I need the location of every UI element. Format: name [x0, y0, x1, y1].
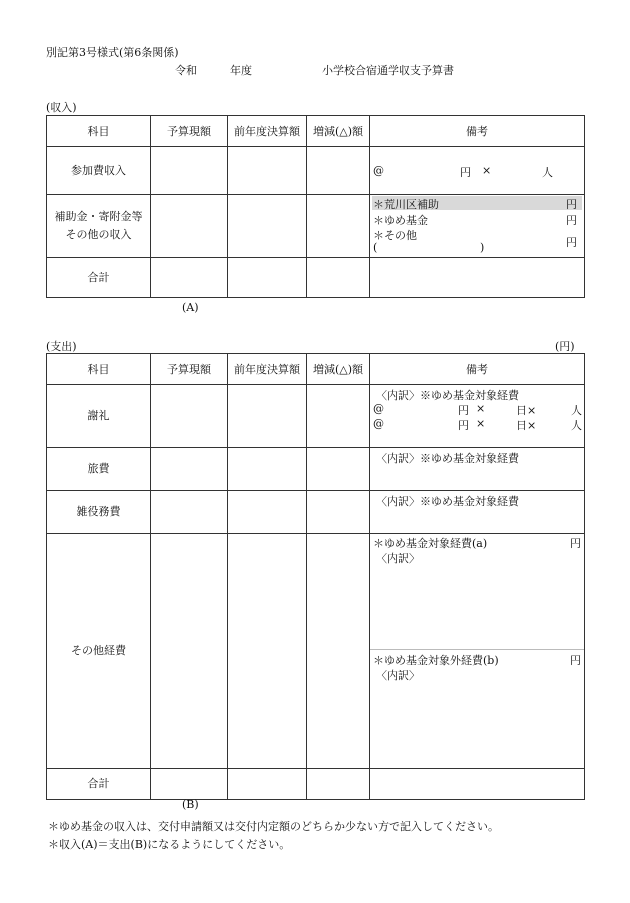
other-note-b-detail: 〈内訳〉: [376, 669, 420, 682]
expense-misc-budget-cell[interactable]: [151, 491, 228, 534]
honorarium-days-2: 日×: [516, 419, 537, 432]
expense-honorarium-budget-cell[interactable]: [151, 385, 228, 448]
note-arakawa-subsidy: ＊荒川区補助: [373, 198, 439, 211]
honorarium-times-1: ×: [476, 402, 486, 415]
expense-col-prev: 前年度決算額: [228, 354, 307, 385]
expense-misc-remarks-cell[interactable]: [370, 491, 585, 534]
expense-row-other: [47, 534, 585, 769]
honorarium-days-1: 日×: [516, 404, 537, 417]
expense-total-budget-cell[interactable]: [151, 769, 228, 800]
other-note-divider: [370, 649, 584, 650]
income-total-prev-cell[interactable]: [228, 258, 307, 298]
income-table: [46, 115, 585, 298]
expense-col-budget: 予算現額: [151, 354, 228, 385]
note-other-paren-close: ): [480, 241, 485, 254]
expense-col-diff: 増減(△)額: [307, 354, 370, 385]
note-other-yen: 円: [566, 236, 577, 249]
income-col-remarks: 備考: [370, 116, 585, 147]
note-other: ＊その他: [373, 229, 417, 242]
expense-travel-diff-cell[interactable]: [307, 448, 370, 491]
income-subsidy-prev-cell[interactable]: [228, 195, 307, 258]
expense-col-remarks: 備考: [370, 354, 585, 385]
income-row-participation: [47, 147, 585, 195]
expense-row-total: [47, 769, 585, 800]
expense-travel-remarks-cell[interactable]: [370, 448, 585, 491]
form-number: 別記第3号様式(第6条関係): [46, 46, 179, 59]
travel-note-head: 〈内訳〉※ゆめ基金対象経費: [376, 452, 519, 465]
expense-table: [46, 353, 585, 800]
income-col-budget: 予算現額: [151, 116, 228, 147]
expense-total-diff-cell[interactable]: [307, 769, 370, 800]
expense-honorarium-diff-cell[interactable]: [307, 385, 370, 448]
era-label: 令和: [175, 64, 197, 77]
participation-yen: 円: [460, 166, 471, 179]
expense-misc-diff-cell[interactable]: [307, 491, 370, 534]
honorarium-yen-2: 円: [458, 419, 469, 432]
note-yume-yen: 円: [566, 214, 577, 227]
income-col-diff: 増減(△)額: [307, 116, 370, 147]
income-marker-a: (A): [182, 301, 199, 314]
expense-travel-label: 旅費: [47, 448, 151, 491]
honorarium-at-2: @: [373, 417, 384, 430]
subsidy-label-line2: その他の収入: [65, 228, 132, 241]
honorarium-note-head: 〈内訳〉※ゆめ基金対象経費: [376, 389, 519, 402]
income-col-prev: 前年度決算額: [228, 116, 307, 147]
income-col-subject: 科目: [47, 116, 151, 147]
subsidy-label-line1: 補助金・寄附金等: [54, 210, 143, 223]
note-yume-fund: ＊ゆめ基金: [373, 214, 428, 227]
income-subsidy-label: [47, 195, 151, 258]
income-total-label: 合計: [47, 258, 151, 298]
expense-misc-prev-cell[interactable]: [228, 491, 307, 534]
expense-honorarium-remarks-cell[interactable]: [370, 385, 585, 448]
expense-honorarium-prev-cell[interactable]: [228, 385, 307, 448]
fiscal-year-label: 年度: [230, 64, 252, 77]
participation-people: 人: [542, 166, 553, 179]
income-row-total: [47, 258, 585, 298]
footnote-1: ＊ゆめ基金の収入は、交付申請額又は交付内定額のどちらか少ない方で記入してください。: [48, 820, 499, 833]
misc-note-head: 〈内訳〉※ゆめ基金対象経費: [376, 495, 519, 508]
expense-unit-label: (円): [555, 340, 575, 353]
other-note-a-yen: 円: [570, 537, 581, 550]
income-section-label: (収入): [46, 101, 77, 114]
expense-total-label: 合計: [47, 769, 151, 800]
other-note-a: ＊ゆめ基金対象経費(a): [373, 537, 488, 550]
other-note-b-yen: 円: [570, 654, 581, 667]
income-participation-label: 参加費収入: [47, 147, 151, 195]
expense-total-prev-cell[interactable]: [228, 769, 307, 800]
other-note-a-detail: 〈内訳〉: [376, 552, 420, 565]
honorarium-at-1: @: [373, 402, 384, 415]
income-total-remarks-cell[interactable]: [370, 258, 585, 298]
document-title: 小学校合宿通学収支予算書: [322, 64, 454, 77]
expense-travel-prev-cell[interactable]: [228, 448, 307, 491]
expense-col-subject: 科目: [47, 354, 151, 385]
participation-times: ×: [482, 164, 492, 177]
income-total-budget-cell[interactable]: [151, 258, 228, 298]
expense-other-remarks-cell[interactable]: [370, 534, 585, 769]
income-subsidy-remarks-cell[interactable]: [370, 195, 585, 258]
honorarium-people-1: 人: [571, 404, 582, 417]
expense-other-budget-cell[interactable]: [151, 534, 228, 769]
income-row-subsidy: [47, 195, 585, 258]
expense-travel-budget-cell[interactable]: [151, 448, 228, 491]
honorarium-yen-1: 円: [458, 404, 469, 417]
note-other-paren-open: (: [373, 241, 378, 254]
expense-row-travel: [47, 448, 585, 491]
expense-row-misc: [47, 491, 585, 534]
expense-other-prev-cell[interactable]: [228, 534, 307, 769]
other-note-b: ＊ゆめ基金対象外経費(b): [373, 654, 499, 667]
income-participation-prev-cell[interactable]: [228, 147, 307, 195]
expense-marker-b: (B): [182, 798, 199, 811]
expense-section-label: (支出): [46, 340, 77, 353]
income-participation-budget-cell[interactable]: [151, 147, 228, 195]
income-participation-diff-cell[interactable]: [307, 147, 370, 195]
income-participation-remarks-cell[interactable]: [370, 147, 585, 195]
expense-other-diff-cell[interactable]: [307, 534, 370, 769]
note-arakawa-yen: 円: [566, 198, 577, 211]
income-subsidy-budget-cell[interactable]: [151, 195, 228, 258]
expense-row-honorarium: [47, 385, 585, 448]
participation-at: @: [373, 164, 384, 177]
expense-total-remarks-cell[interactable]: [370, 769, 585, 800]
expense-other-label: その他経費: [47, 534, 151, 769]
income-subsidy-diff-cell[interactable]: [307, 195, 370, 258]
expense-misc-label: 雑役務費: [47, 491, 151, 534]
footnote-2: ＊収入(A)＝支出(B)になるようにしてください。: [48, 838, 291, 851]
income-total-diff-cell[interactable]: [307, 258, 370, 298]
honorarium-people-2: 人: [571, 419, 582, 432]
expense-honorarium-label: 謝礼: [47, 385, 151, 448]
honorarium-times-2: ×: [476, 417, 486, 430]
